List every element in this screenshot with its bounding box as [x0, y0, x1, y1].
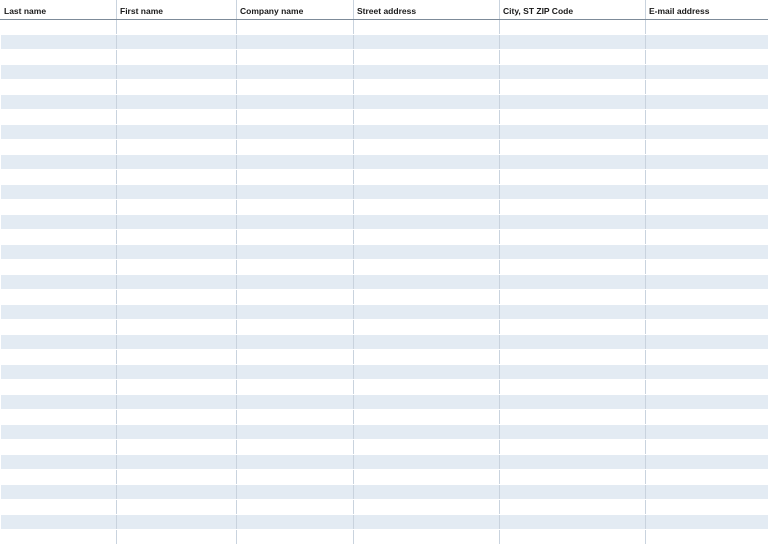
table-row	[1, 155, 768, 170]
cell-company_name[interactable]	[237, 530, 354, 545]
cell-last_name[interactable]	[1, 455, 117, 470]
cell-first_name[interactable]	[117, 530, 237, 545]
table-row	[1, 110, 768, 125]
cell-city_state_zip[interactable]	[500, 395, 646, 410]
cell-last_name[interactable]	[1, 185, 117, 200]
cell-first_name[interactable]	[117, 485, 237, 500]
cell-email_address[interactable]	[646, 440, 768, 455]
cell-city_state_zip[interactable]	[500, 350, 646, 365]
cell-first_name[interactable]	[117, 185, 237, 200]
table-body	[1, 20, 768, 545]
cell-city_state_zip[interactable]	[500, 95, 646, 110]
cell-email_address[interactable]	[646, 290, 768, 305]
cell-first_name[interactable]	[117, 305, 237, 320]
cell-last_name[interactable]	[1, 320, 117, 335]
cell-street_address[interactable]	[354, 350, 500, 365]
table-row	[1, 185, 768, 200]
cell-first_name[interactable]	[117, 290, 237, 305]
cell-city_state_zip[interactable]	[500, 365, 646, 380]
cell-street_address[interactable]	[354, 230, 500, 245]
cell-company_name[interactable]	[237, 215, 354, 230]
cell-first_name[interactable]	[117, 410, 237, 425]
cell-company_name[interactable]	[237, 350, 354, 365]
cell-street_address[interactable]	[354, 245, 500, 260]
cell-city_state_zip[interactable]	[500, 110, 646, 125]
column-header-street-address[interactable]: Street address	[354, 0, 500, 20]
cell-street_address[interactable]	[354, 110, 500, 125]
cell-first_name[interactable]	[117, 35, 237, 50]
cell-company_name[interactable]	[237, 200, 354, 215]
cell-city_state_zip[interactable]	[500, 470, 646, 485]
cell-city_state_zip[interactable]	[500, 305, 646, 320]
table-row	[1, 530, 768, 545]
cell-street_address[interactable]	[354, 395, 500, 410]
column-header-email-address[interactable]: E-mail address	[646, 0, 768, 20]
cell-city_state_zip[interactable]	[500, 155, 646, 170]
table-row	[1, 380, 768, 395]
cell-last_name[interactable]	[1, 290, 117, 305]
cell-email_address[interactable]	[646, 170, 768, 185]
cell-email_address[interactable]	[646, 365, 768, 380]
cell-street_address[interactable]	[354, 215, 500, 230]
table-row	[1, 410, 768, 425]
cell-company_name[interactable]	[237, 260, 354, 275]
cell-email_address[interactable]	[646, 260, 768, 275]
cell-last_name[interactable]	[1, 515, 117, 530]
cell-company_name[interactable]	[237, 395, 354, 410]
cell-email_address[interactable]	[646, 20, 768, 35]
cell-email_address[interactable]	[646, 470, 768, 485]
table-row	[1, 395, 768, 410]
cell-street_address[interactable]	[354, 410, 500, 425]
cell-street_address[interactable]	[354, 275, 500, 290]
cell-first_name[interactable]	[117, 245, 237, 260]
cell-city_state_zip[interactable]	[500, 515, 646, 530]
table-row	[1, 80, 768, 95]
table-row	[1, 335, 768, 350]
cell-street_address[interactable]	[354, 290, 500, 305]
cell-company_name[interactable]	[237, 470, 354, 485]
cell-city_state_zip[interactable]	[500, 275, 646, 290]
table-row	[1, 350, 768, 365]
cell-city_state_zip[interactable]	[500, 440, 646, 455]
cell-street_address[interactable]	[354, 200, 500, 215]
cell-last_name[interactable]	[1, 470, 117, 485]
cell-email_address[interactable]	[646, 95, 768, 110]
cell-first_name[interactable]	[117, 350, 237, 365]
cell-city_state_zip[interactable]	[500, 215, 646, 230]
cell-first_name[interactable]	[117, 215, 237, 230]
cell-city_state_zip[interactable]	[500, 530, 646, 545]
cell-first_name[interactable]	[117, 200, 237, 215]
cell-street_address[interactable]	[354, 365, 500, 380]
cell-email_address[interactable]	[646, 500, 768, 515]
cell-first_name[interactable]	[117, 125, 237, 140]
table-row	[1, 20, 768, 35]
table-row	[1, 245, 768, 260]
cell-city_state_zip[interactable]	[500, 35, 646, 50]
table-row	[1, 305, 768, 320]
cell-street_address[interactable]	[354, 50, 500, 65]
cell-last_name[interactable]	[1, 230, 117, 245]
cell-first_name[interactable]	[117, 230, 237, 245]
cell-street_address[interactable]	[354, 380, 500, 395]
table-row	[1, 215, 768, 230]
cell-street_address[interactable]	[354, 485, 500, 500]
cell-email_address[interactable]	[646, 200, 768, 215]
cell-company_name[interactable]	[237, 500, 354, 515]
cell-company_name[interactable]	[237, 290, 354, 305]
cell-street_address[interactable]	[354, 80, 500, 95]
column-header-first-name[interactable]: First name	[117, 0, 237, 20]
cell-company_name[interactable]	[237, 485, 354, 500]
cell-first_name[interactable]	[117, 20, 237, 35]
cell-company_name[interactable]	[237, 305, 354, 320]
cell-company_name[interactable]	[237, 230, 354, 245]
table-row	[1, 65, 768, 80]
cell-first_name[interactable]	[117, 155, 237, 170]
cell-street_address[interactable]	[354, 470, 500, 485]
cell-email_address[interactable]	[646, 410, 768, 425]
cell-email_address[interactable]	[646, 425, 768, 440]
cell-company_name[interactable]	[237, 185, 354, 200]
cell-last_name[interactable]	[1, 335, 117, 350]
cell-first_name[interactable]	[117, 380, 237, 395]
cell-first_name[interactable]	[117, 395, 237, 410]
table-row	[1, 455, 768, 470]
cell-city_state_zip[interactable]	[500, 410, 646, 425]
cell-first_name[interactable]	[117, 470, 237, 485]
cell-last_name[interactable]	[1, 125, 117, 140]
cell-first_name[interactable]	[117, 110, 237, 125]
cell-last_name[interactable]	[1, 410, 117, 425]
cell-street_address[interactable]	[354, 320, 500, 335]
cell-company_name[interactable]	[237, 380, 354, 395]
cell-street_address[interactable]	[354, 155, 500, 170]
cell-email_address[interactable]	[646, 455, 768, 470]
cell-last_name[interactable]	[1, 485, 117, 500]
cell-company_name[interactable]	[237, 365, 354, 380]
cell-email_address[interactable]	[646, 125, 768, 140]
table-row	[1, 200, 768, 215]
cell-first_name[interactable]	[117, 275, 237, 290]
cell-company_name[interactable]	[237, 170, 354, 185]
cell-first_name[interactable]	[117, 50, 237, 65]
cell-company_name[interactable]	[237, 110, 354, 125]
table-row	[1, 365, 768, 380]
table-row	[1, 440, 768, 455]
cell-city_state_zip[interactable]	[500, 245, 646, 260]
cell-first_name[interactable]	[117, 515, 237, 530]
cell-city_state_zip[interactable]	[500, 50, 646, 65]
cell-last_name[interactable]	[1, 245, 117, 260]
cell-last_name[interactable]	[1, 350, 117, 365]
cell-last_name[interactable]	[1, 140, 117, 155]
cell-last_name[interactable]	[1, 95, 117, 110]
cell-email_address[interactable]	[646, 530, 768, 545]
cell-last_name[interactable]	[1, 20, 117, 35]
cell-street_address[interactable]	[354, 260, 500, 275]
cell-last_name[interactable]	[1, 380, 117, 395]
cell-last_name[interactable]	[1, 215, 117, 230]
cell-first_name[interactable]	[117, 440, 237, 455]
cell-street_address[interactable]	[354, 500, 500, 515]
cell-city_state_zip[interactable]	[500, 125, 646, 140]
cell-last_name[interactable]	[1, 155, 117, 170]
table-row	[1, 515, 768, 530]
cell-company_name[interactable]	[237, 425, 354, 440]
cell-last_name[interactable]	[1, 50, 117, 65]
cell-city_state_zip[interactable]	[500, 230, 646, 245]
cell-email_address[interactable]	[646, 485, 768, 500]
column-header-city-state-zip[interactable]: City, ST ZIP Code	[500, 0, 646, 20]
cell-company_name[interactable]	[237, 50, 354, 65]
cell-company_name[interactable]	[237, 275, 354, 290]
column-header-company-name[interactable]: Company name	[237, 0, 354, 20]
cell-last_name[interactable]	[1, 65, 117, 80]
cell-city_state_zip[interactable]	[500, 455, 646, 470]
cell-last_name[interactable]	[1, 530, 117, 545]
cell-street_address[interactable]	[354, 440, 500, 455]
cell-street_address[interactable]	[354, 185, 500, 200]
cell-company_name[interactable]	[237, 320, 354, 335]
cell-last_name[interactable]	[1, 500, 117, 515]
cell-city_state_zip[interactable]	[500, 260, 646, 275]
cell-last_name[interactable]	[1, 275, 117, 290]
cell-last_name[interactable]	[1, 425, 117, 440]
cell-company_name[interactable]	[237, 515, 354, 530]
cell-city_state_zip[interactable]	[500, 290, 646, 305]
cell-email_address[interactable]	[646, 515, 768, 530]
cell-first_name[interactable]	[117, 500, 237, 515]
cell-last_name[interactable]	[1, 305, 117, 320]
cell-email_address[interactable]	[646, 245, 768, 260]
cell-last_name[interactable]	[1, 110, 117, 125]
cell-city_state_zip[interactable]	[500, 335, 646, 350]
table-row	[1, 275, 768, 290]
cell-company_name[interactable]	[237, 140, 354, 155]
table-header-row	[1, 0, 768, 20]
table-row	[1, 140, 768, 155]
cell-first_name[interactable]	[117, 455, 237, 470]
cell-first_name[interactable]	[117, 95, 237, 110]
cell-street_address[interactable]	[354, 455, 500, 470]
cell-last_name[interactable]	[1, 35, 117, 50]
cell-street_address[interactable]	[354, 515, 500, 530]
cell-last_name[interactable]	[1, 200, 117, 215]
cell-city_state_zip[interactable]	[500, 170, 646, 185]
cell-first_name[interactable]	[117, 170, 237, 185]
cell-street_address[interactable]	[354, 170, 500, 185]
cell-last_name[interactable]	[1, 440, 117, 455]
cell-first_name[interactable]	[117, 335, 237, 350]
cell-company_name[interactable]	[237, 65, 354, 80]
table-header	[1, 0, 768, 20]
cell-last_name[interactable]	[1, 260, 117, 275]
table-row	[1, 290, 768, 305]
cell-city_state_zip[interactable]	[500, 140, 646, 155]
cell-company_name[interactable]	[237, 80, 354, 95]
cell-company_name[interactable]	[237, 410, 354, 425]
cell-city_state_zip[interactable]	[500, 20, 646, 35]
cell-company_name[interactable]	[237, 125, 354, 140]
cell-company_name[interactable]	[237, 455, 354, 470]
table-row	[1, 170, 768, 185]
table-row	[1, 95, 768, 110]
cell-email_address[interactable]	[646, 50, 768, 65]
cell-street_address[interactable]	[354, 530, 500, 545]
cell-city_state_zip[interactable]	[500, 200, 646, 215]
cell-first_name[interactable]	[117, 65, 237, 80]
cell-street_address[interactable]	[354, 65, 500, 80]
cell-company_name[interactable]	[237, 35, 354, 50]
cell-street_address[interactable]	[354, 335, 500, 350]
cell-last_name[interactable]	[1, 395, 117, 410]
cell-first_name[interactable]	[117, 425, 237, 440]
cell-company_name[interactable]	[237, 245, 354, 260]
cell-street_address[interactable]	[354, 95, 500, 110]
cell-company_name[interactable]	[237, 95, 354, 110]
cell-email_address[interactable]	[646, 230, 768, 245]
cell-city_state_zip[interactable]	[500, 80, 646, 95]
cell-company_name[interactable]	[237, 155, 354, 170]
cell-city_state_zip[interactable]	[500, 185, 646, 200]
cell-city_state_zip[interactable]	[500, 485, 646, 500]
cell-street_address[interactable]	[354, 125, 500, 140]
cell-street_address[interactable]	[354, 35, 500, 50]
cell-email_address[interactable]	[646, 35, 768, 50]
cell-email_address[interactable]	[646, 305, 768, 320]
cell-last_name[interactable]	[1, 170, 117, 185]
cell-first_name[interactable]	[117, 320, 237, 335]
cell-email_address[interactable]	[646, 140, 768, 155]
cell-street_address[interactable]	[354, 305, 500, 320]
cell-company_name[interactable]	[237, 440, 354, 455]
cell-email_address[interactable]	[646, 65, 768, 80]
table-row	[1, 425, 768, 440]
cell-company_name[interactable]	[237, 20, 354, 35]
table-row	[1, 500, 768, 515]
cell-city_state_zip[interactable]	[500, 320, 646, 335]
table-row	[1, 470, 768, 485]
table-row	[1, 50, 768, 65]
cell-city_state_zip[interactable]	[500, 380, 646, 395]
cell-company_name[interactable]	[237, 335, 354, 350]
cell-email_address[interactable]	[646, 215, 768, 230]
cell-city_state_zip[interactable]	[500, 65, 646, 80]
table-row	[1, 230, 768, 245]
cell-email_address[interactable]	[646, 380, 768, 395]
cell-first_name[interactable]	[117, 260, 237, 275]
cell-email_address[interactable]	[646, 335, 768, 350]
cell-email_address[interactable]	[646, 80, 768, 95]
cell-first_name[interactable]	[117, 140, 237, 155]
cell-email_address[interactable]	[646, 185, 768, 200]
cell-email_address[interactable]	[646, 320, 768, 335]
cell-last_name[interactable]	[1, 365, 117, 380]
cell-last_name[interactable]	[1, 80, 117, 95]
cell-email_address[interactable]	[646, 155, 768, 170]
cell-first_name[interactable]	[117, 80, 237, 95]
cell-email_address[interactable]	[646, 110, 768, 125]
table-row	[1, 485, 768, 500]
table-row	[1, 260, 768, 275]
cell-first_name[interactable]	[117, 365, 237, 380]
cell-street_address[interactable]	[354, 20, 500, 35]
cell-street_address[interactable]	[354, 425, 500, 440]
cell-city_state_zip[interactable]	[500, 500, 646, 515]
column-header-last-name[interactable]: Last name	[1, 0, 117, 20]
table-row	[1, 35, 768, 50]
cell-email_address[interactable]	[646, 275, 768, 290]
cell-email_address[interactable]	[646, 350, 768, 365]
cell-street_address[interactable]	[354, 140, 500, 155]
table-row	[1, 125, 768, 140]
cell-email_address[interactable]	[646, 395, 768, 410]
cell-city_state_zip[interactable]	[500, 425, 646, 440]
table-row	[1, 320, 768, 335]
